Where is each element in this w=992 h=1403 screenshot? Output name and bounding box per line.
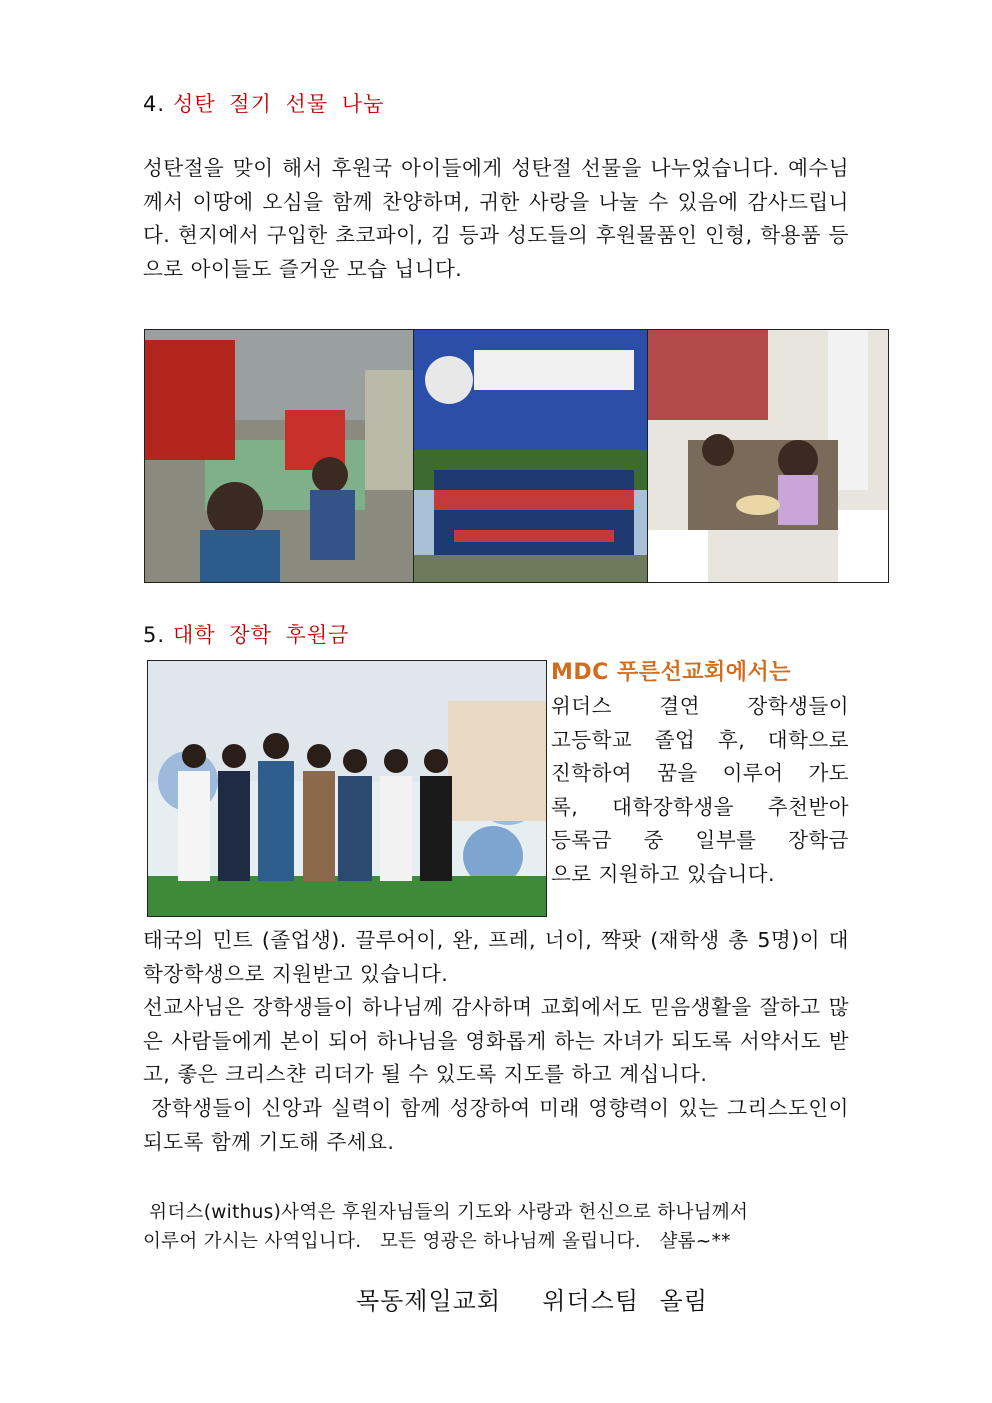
- section-4-number: 4.: [143, 92, 166, 116]
- side-line-6: 으로 지원하고 있습니다.: [551, 861, 776, 886]
- closing-line-2: 이루어 가시는 사역입니다. 모든 영광은 하나님께 올립니다. 샬롬~**: [143, 1231, 731, 1252]
- section-4-title: 성탄 절기 선물 나눔: [173, 92, 385, 116]
- section-4-heading: [143, 88, 384, 118]
- side-line-5: 등록금 중 일부를 장학금: [551, 828, 849, 853]
- section-4-paragraph: 성탄절을 맞이 해서 후원국 아이들에게 성탄절 선물을 나누었습니다. 예수님께서 이땅에 오심을 함께 찬양하며, 귀한 사랑을 나눌 수 있음에 감사드립니다. 현지에서 구입한 초코파이, 김 등과 성도들의 후원물품인 인형, 학용품 등으로 아이들도 즐거운 모습 닙니다.: [143, 156, 849, 281]
- photo-school-group: [413, 329, 648, 583]
- scholars-paragraph: 태국의 민트 (졸업생). 끌루어이, 완, 프레, 너이, 쨕팟 (재학생 총 5명)이 대학장학생으로 지원받고 있습니다.: [143, 928, 849, 986]
- photo-children-gifts-classroom: [144, 329, 414, 583]
- side-line-1: 위더스 결연 장학생들이: [551, 694, 849, 718]
- closing-line-1: 위더스(withus)사역은 후원자님들의 기도와 사랑과 헌신으로 하나님께서: [143, 1202, 749, 1223]
- side-line-2: 고등학교 졸업 후, 대학으로: [551, 727, 849, 752]
- side-line-3: 진학하여 꿈을 이루어 가도: [551, 761, 849, 786]
- prayer-paragraph: 장학생들이 신앙과 실력이 함께 성장하여 미래 영향력이 있는 그리스도인이 되도록 함께 기도해 주세요.: [143, 1095, 857, 1154]
- side-title: MDC 푸른선교회에서는: [551, 660, 791, 685]
- section-5-title: 대학 장학 후원금: [173, 623, 350, 647]
- section-5-number: 5.: [143, 623, 166, 647]
- signature: 목동제일교회 위더스팀 올림: [355, 1287, 709, 1315]
- photo-graduation-group: [147, 660, 547, 917]
- section-5-paragraphs: [143, 924, 857, 1159]
- missionary-paragraph: 선교사님은 장학생들이 하나님께 감사하며 교회에서도 믿음생활을 잘하고 많은 사람들에게 본이 되어 하나님을 영화롭게 하는 자녀가 되도록 서약서도 받고, 좋은 크리스챤 리더가 될 수 있도록 지도를 하고 계십니다.: [143, 995, 849, 1087]
- photo-restaurant-children: [647, 329, 889, 583]
- closing-text: [143, 1198, 858, 1256]
- side-line-4: 록, 대학장학생을 추천받아: [551, 794, 849, 819]
- section-5-heading: [143, 619, 349, 649]
- side-text: [551, 690, 849, 892]
